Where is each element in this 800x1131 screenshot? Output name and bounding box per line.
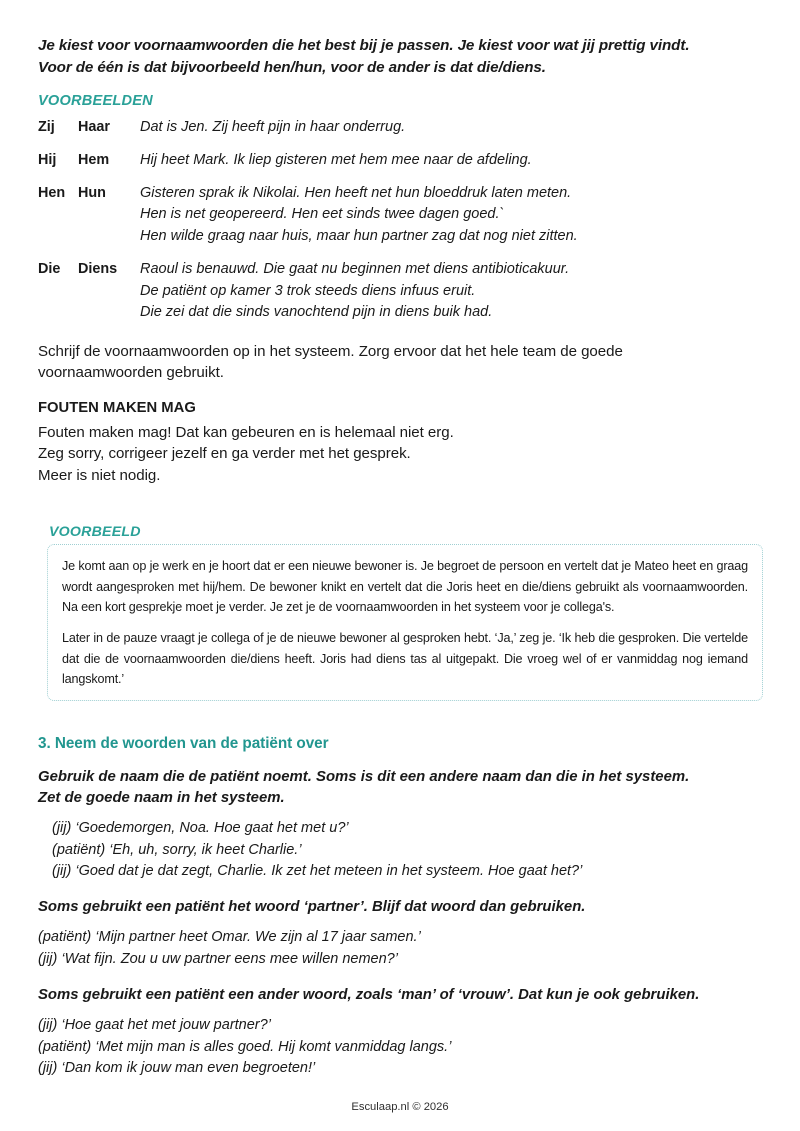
other-word-heading xyxy=(38,985,762,1006)
pronoun-object: Haar xyxy=(78,119,110,136)
intro-line-2: Voor de één is dat bijvoorbeeld hen/hun, voor de ander is dat die/diens. xyxy=(38,59,546,77)
mistakes-line-3: Meer is niet nodig. xyxy=(38,466,161,484)
pronoun-sentences xyxy=(140,117,578,150)
example-callout xyxy=(38,524,762,700)
dialog-line: (patiënt) ‘Met mijn man is alles goed. Hij komt vanmiddag langs.’ xyxy=(38,1038,452,1055)
dialog-line: (patiënt) ‘Mijn partner heet Omar. We zijn al 17 jaar samen.’ xyxy=(38,929,421,946)
section3-intro-line-2: Zet de goede naam in het systeem. xyxy=(38,789,285,806)
dialog-line: (jij) ‘Dan kom ik jouw man even begroeten!’ xyxy=(38,1060,316,1077)
write-paragraph xyxy=(38,341,762,384)
dialog-line: (jij) ‘Wat fijn. Zou u uw partner eens mee willen nemen?’ xyxy=(38,950,398,967)
section3-intro xyxy=(38,767,762,809)
callout-box xyxy=(47,544,763,700)
table-row xyxy=(38,117,578,150)
intro-paragraph xyxy=(38,35,762,79)
table-row xyxy=(38,150,578,183)
dialog-line: (patiënt) ‘Eh, uh, sorry, ik heet Charlie.’ xyxy=(52,841,302,858)
other-word-heading-text: Soms gebruikt een patiënt een ander woord, zoals ‘man’ of ‘vrouw’. Dat kun je ook gebruiken. xyxy=(38,986,700,1003)
section3-heading: 3. Neem de woorden van de patiënt over xyxy=(38,734,329,752)
pronoun-subject: Hen xyxy=(38,184,66,201)
dialog-line: (jij) ‘Goedemorgen, Noa. Hoe gaat het met u?’ xyxy=(52,819,349,836)
pronoun-sentences xyxy=(140,150,578,183)
pronoun-sentence: Hij heet Mark. Ik liep gisteren met hem mee naar de afdeling. xyxy=(140,151,532,168)
pronoun-sentence: Die zei dat die sinds vanochtend pijn in diens buik had. xyxy=(140,304,493,321)
intro-line-1: Je kiest voor voornaamwoorden die het best bij je passen. Je kiest voor wat jij prettig vindt. xyxy=(38,37,690,54)
examples-label: VOORBEELDEN xyxy=(38,93,153,110)
page-footer: Esculaap.nl © 2026 xyxy=(351,1101,449,1113)
pronoun-subject: Die xyxy=(38,260,61,277)
partner-heading-text: Soms gebruikt een patiënt het woord ‘partner’. Blijf dat woord dan gebruiken. xyxy=(38,899,586,916)
write-paragraph-line-2: voornaamwoorden gebruikt. xyxy=(38,364,224,382)
pronoun-subject: Hij xyxy=(38,151,57,168)
pronoun-sentences xyxy=(140,183,578,259)
mistakes-paragraph xyxy=(38,422,762,486)
pronoun-sentence: Raoul is benauwd. Die gaat nu beginnen met diens antibioticakuur. xyxy=(140,260,570,277)
pronoun-object: Diens xyxy=(78,260,118,277)
partner-heading xyxy=(38,897,762,918)
pronoun-object: Hem xyxy=(78,151,110,168)
pronoun-sentence: Gisteren sprak ik Nikolai. Hen heeft net hun bloeddruk laten meten. xyxy=(140,184,572,201)
mistakes-line-2: Zeg sorry, corrigeer jezelf en ga verder met het gesprek. xyxy=(38,445,411,463)
pronoun-sentence: Hen wilde graag naar huis, maar hun partner zag dat nog niet zitten. xyxy=(140,228,578,245)
dialog-block-other-word xyxy=(38,1015,762,1080)
section3-intro-line-1: Gebruik de naam die de patiënt noemt. Soms is dit een andere naam dan die in het systeem. xyxy=(38,768,690,785)
callout-paragraph: Later in de pauze vraagt je collega of je de nieuwe bewoner al gesproken hebt. ‘Ja,’ zeg je. ‘Ik heb die gesproken. Die vertelde dat die de voornaamwoorden die/diens heeft. Joris had diens tas al uitgepakt. Die vroeg wel of er vanmiddag nog iemand langskomt.’ xyxy=(62,631,748,687)
table-row xyxy=(38,259,578,335)
pronoun-object: Hun xyxy=(78,184,106,201)
pronoun-subject: Zij xyxy=(38,119,55,136)
mistakes-line-1: Fouten maken mag! Dat kan gebeuren en is helemaal niet erg. xyxy=(38,423,454,441)
table-row xyxy=(38,183,578,259)
pronoun-sentence: De patiënt op kamer 3 trok steeds diens infuus eruit. xyxy=(140,282,476,299)
dialog-line: (jij) ‘Hoe gaat het met jouw partner?’ xyxy=(38,1016,271,1033)
pronoun-sentence: Hen is net geopereerd. Hen eet sinds twee dagen goed.` xyxy=(140,206,505,223)
mistakes-heading: FOUTEN MAKEN MAG xyxy=(38,399,196,416)
dialog-block-name xyxy=(38,818,762,883)
pronoun-sentences xyxy=(140,259,578,335)
write-paragraph-line-1: Schrijf de voornaamwoorden op in het systeem. Zorg ervoor dat het hele team de goede xyxy=(38,343,623,361)
dialog-line: (jij) ‘Goed dat je dat zegt, Charlie. Ik zet het meteen in het systeem. Hoe gaat het?’ xyxy=(52,863,583,880)
dialog-block-partner xyxy=(38,927,762,971)
callout-paragraph: Je komt aan op je werk en je hoort dat er een nieuwe bewoner is. Je begroet de persoon en vertelt dat je Mateo heet en graag wordt aangesproken met hij/hem. De bewoner knikt en vertelt dat die Joris heet en die/diens gebruikt als voornaamwoorden. Na een kort gesprekje moet je verder. Je zet je de voornaamwoorden in het systeem voor je collega's. xyxy=(62,559,748,614)
callout-title: VOORBEELD xyxy=(49,524,141,541)
pronoun-examples-table xyxy=(38,117,578,335)
pronoun-sentence: Dat is Jen. Zij heeft pijn in haar onderrug. xyxy=(140,119,406,136)
